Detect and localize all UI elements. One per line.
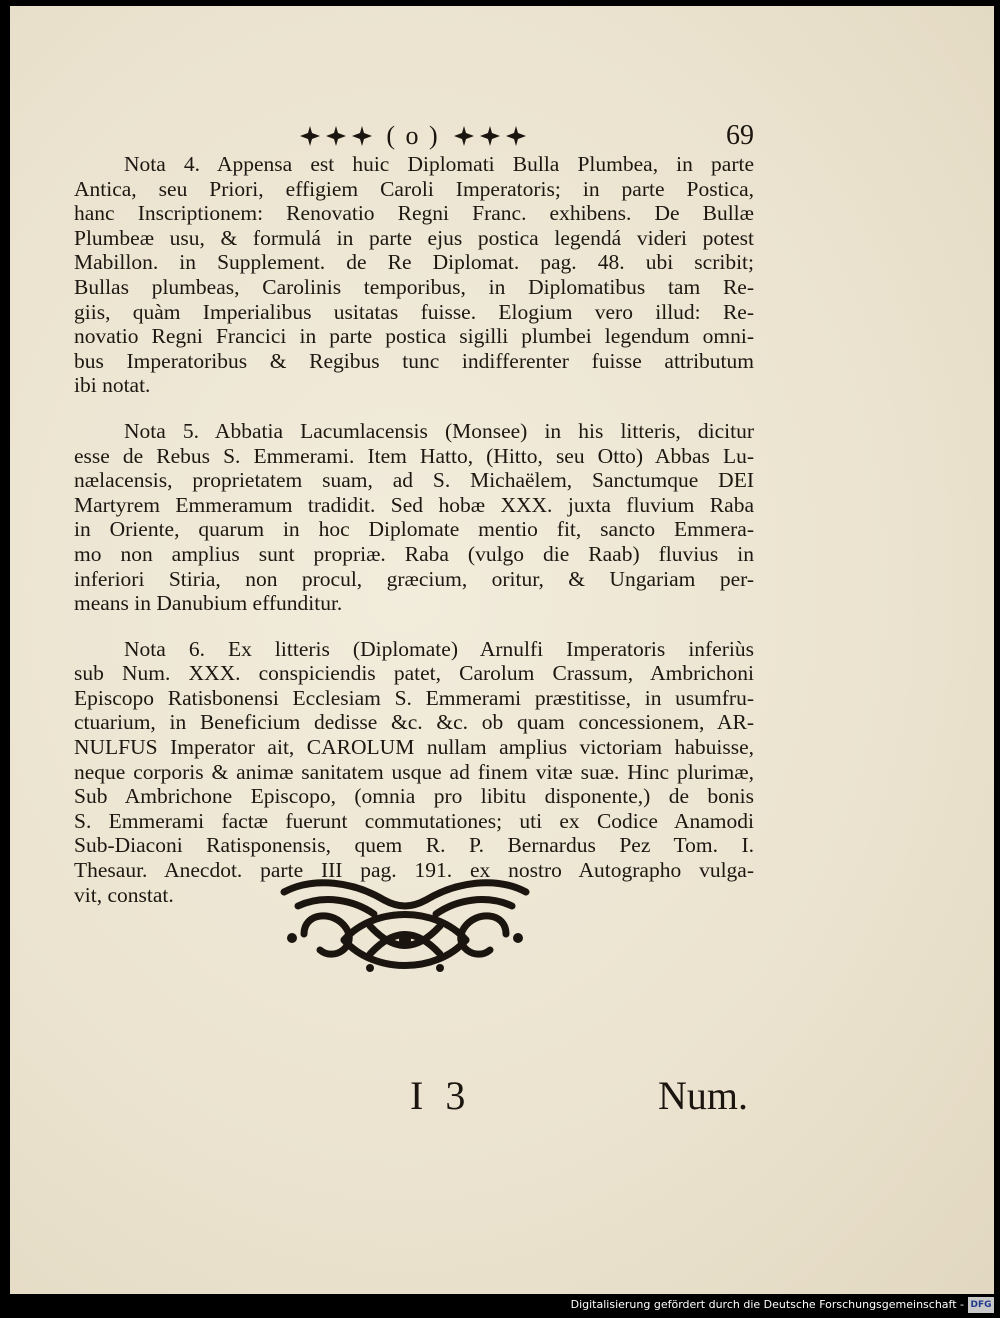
text-line: vit, constat. bbox=[74, 882, 174, 907]
rosette-ornament-icon bbox=[326, 126, 346, 146]
scan-banner bbox=[0, 1294, 1000, 1318]
text-line: inferiori Stiria, non procul, græcium, oritur, & Ungariam per- bbox=[74, 566, 754, 591]
text-line: Bullas plumbeas, Carolinis temporibus, in Diplomatibus tam Re- bbox=[74, 274, 754, 299]
paragraph-nota-5 bbox=[74, 419, 754, 616]
rosette-ornament-icon bbox=[300, 126, 320, 146]
text-line: nælacensis, proprietatem suam, ad S. Michaëlem, Sanctumque DEI bbox=[74, 468, 754, 493]
rosette-ornament-icon bbox=[352, 126, 372, 146]
paragraph-nota-6 bbox=[74, 637, 754, 908]
text-line: in Oriente, quarum in hoc Diplomate mentio fit, sancto Emmera- bbox=[74, 517, 754, 542]
tailpiece-vignette-icon bbox=[274, 876, 536, 980]
rosette-ornament-icon bbox=[506, 126, 526, 146]
text-line: Mabillon. in Supplement. de Re Diplomat. pag. 48. ubi scribit; bbox=[74, 250, 754, 275]
text-line: NULFUS Imperator ait, CAROLUM nullam amplius victoriam habuisse, bbox=[74, 735, 754, 760]
funding-notice: Digitalisierung gefördert durch die Deutsche Forschungsgemeinschaft - bbox=[570, 1298, 964, 1311]
text-line: mo non amplius sunt propriæ. Raba (vulgo die Raab) fluvius in bbox=[74, 541, 754, 566]
page-number: 69 bbox=[726, 120, 754, 151]
text-line: Plumbeæ usu, & formulá in parte ejus postica legendá videri potest bbox=[74, 225, 754, 250]
signature-mark: I 3 bbox=[410, 1073, 472, 1118]
text-line: Episcopo Ratisbonensi Ecclesiam S. Emmerami præstitisse, in usumfru- bbox=[74, 685, 754, 710]
text-line: Martyrem Emmeramum tradidit. Sed hobæ XXX. juxta fluvium Raba bbox=[74, 492, 754, 517]
text-line: Sub Ambrichone Episcopo, (omnia pro libitu disponente,) de bonis bbox=[74, 784, 754, 809]
text-line: bus Imperatoribus & Regibus tunc indifferenter fuisse attributum bbox=[74, 348, 754, 373]
text-line: ctuarium, in Beneficium dedisse &c. &c. ob quam concessionem, AR- bbox=[74, 710, 754, 735]
text-line: Nota 5. Abbatia Lacumlacensis (Monsee) in his litteris, dicitur bbox=[124, 418, 754, 443]
text-line: giis, quàm Imperialibus usitatas fuisse. Elogium vero illud: Re- bbox=[74, 299, 754, 324]
dfg-logo-icon: DFG bbox=[968, 1297, 994, 1313]
text-line: ibi notat. bbox=[74, 373, 151, 398]
text-line: Nota 6. Ex litteris (Diplomate) Arnulfi Imperatoris inferiùs bbox=[124, 636, 754, 661]
catchword: Num. bbox=[658, 1073, 748, 1118]
book-page bbox=[10, 6, 994, 1294]
rosette-ornament-icon bbox=[480, 126, 500, 146]
text-line: Antica, seu Priori, effigiem Caroli Imperatoris; in parte Postica, bbox=[74, 176, 754, 201]
paragraph-nota-4 bbox=[74, 152, 754, 398]
text-line: novatio Regni Francici in parte postica sigilli plumbei legendum omni- bbox=[74, 324, 754, 349]
text-line: Nota 4. Appensa est huic Diplomati Bulla Plumbea, in parte bbox=[124, 152, 754, 176]
text-line: neque corporis & animæ sanitatem usque ad finem vitæ suæ. Hinc plurimæ, bbox=[74, 759, 754, 784]
header-ornament bbox=[298, 120, 528, 152]
body-text bbox=[74, 152, 754, 928]
text-line: means in Danubium effunditur. bbox=[74, 591, 343, 616]
text-line: Thesaur. Anecdot. parte III pag. 191. ex nostro Autographo vulga- bbox=[74, 858, 754, 883]
running-head: ( o ) bbox=[386, 121, 440, 150]
rosette-ornament-icon bbox=[454, 126, 474, 146]
text-line: Sub-Diaconi Ratisponensis, quem R. P. Bernardus Pez Tom. I. bbox=[74, 833, 754, 858]
text-line: S. Emmerami factæ fuerunt commutationes; uti ex Codice Anamodi bbox=[74, 808, 754, 833]
catchline bbox=[10, 1072, 994, 1122]
text-line: sub Num. XXX. conspiciendis patet, Carolum Crassum, Ambrichoni bbox=[74, 661, 754, 686]
text-line: hanc Inscriptionem: Renovatio Regni Franc. exhibens. De Bullæ bbox=[74, 201, 754, 226]
text-line: esse de Rebus S. Emmerami. Item Hatto, (Hitto, seu Otto) Abbas Lu- bbox=[74, 443, 754, 468]
